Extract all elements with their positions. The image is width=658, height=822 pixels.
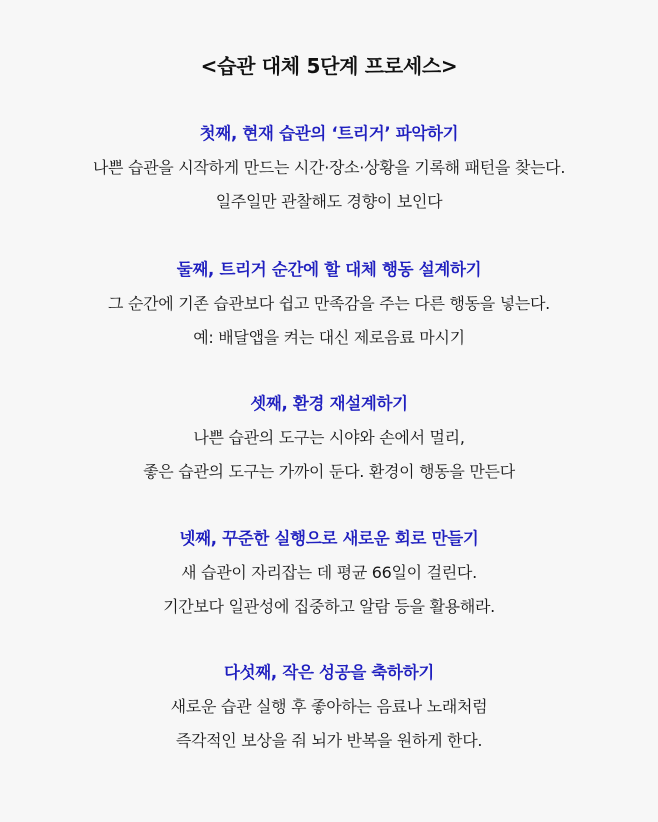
step-section-2 bbox=[0, 260, 658, 348]
step-heading: 넷째, 꾸준한 실행으로 새로운 회로 만들기 bbox=[179, 529, 479, 548]
step-heading: 다섯째, 작은 성공을 축하하기 bbox=[224, 663, 434, 682]
step-text-line: 나쁜 습관을 시작하게 만드는 시간·장소·상황을 기록해 패턴을 찾는다. bbox=[92, 158, 566, 177]
step-text-line: 즉각적인 보상을 줘 뇌가 반복을 원하게 한다. bbox=[175, 731, 483, 750]
step-text-line: 기간보다 일관성에 집중하고 알람 등을 활용해라. bbox=[163, 597, 495, 616]
step-text-line: 새로운 습관 실행 후 좋아하는 음료나 노래처럼 bbox=[170, 697, 488, 716]
step-section-5 bbox=[0, 663, 658, 751]
step-section-3 bbox=[0, 394, 658, 482]
step-text-line: 새 습관이 자리잡는 데 평균 66일이 걸린다. bbox=[181, 563, 477, 582]
step-text-line: 그 순간에 기존 습관보다 쉽고 만족감을 주는 다른 행동을 넣는다. bbox=[108, 294, 550, 313]
step-text-line: 예: 배달앱을 켜는 대신 제로음료 마시기 bbox=[193, 328, 465, 347]
page-title: <습관 대체 5단계 프로세스> bbox=[200, 54, 458, 78]
step-heading: 둘째, 트리거 순간에 할 대체 행동 설계하기 bbox=[176, 260, 482, 279]
step-heading: 첫째, 현재 습관의 ‘트리거’ 파악하기 bbox=[199, 124, 459, 143]
step-section-4 bbox=[0, 529, 658, 617]
step-text-line: 일주일만 관찰해도 경향이 보인다 bbox=[215, 192, 443, 211]
step-section-1 bbox=[0, 124, 658, 212]
step-text-line: 좋은 습관의 도구는 가까이 둔다. 환경이 행동을 만든다 bbox=[143, 462, 515, 481]
step-heading: 셋째, 환경 재설계하기 bbox=[250, 394, 408, 413]
step-text-line: 나쁜 습관의 도구는 시야와 손에서 멀리, bbox=[193, 428, 465, 447]
